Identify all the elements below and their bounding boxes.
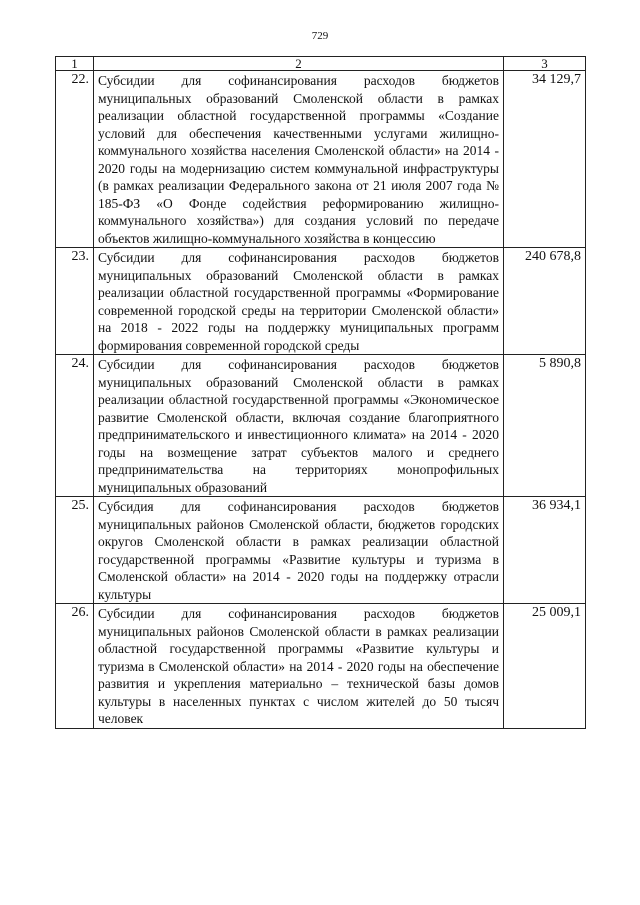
table-row (56, 71, 586, 248)
row-number: 26. (56, 604, 94, 729)
row-amount: 34 129,7 (504, 71, 586, 248)
row-amount: 36 934,1 (504, 497, 586, 604)
table-header-row (56, 57, 586, 71)
row-description: Субсидия для софинансирования расходов бюджетов муниципальных районов Смоленской области, бюджетов городских округов Смоленской области в рамках реализации областной государственной программы «Развитие культуры и туризма в Смоленской области» на 2014 - 2020 годы на поддержку отрасли культуры (94, 497, 504, 604)
row-number: 24. (56, 355, 94, 497)
row-number: 22. (56, 71, 94, 248)
subsidy-table (55, 56, 586, 729)
row-amount: 25 009,1 (504, 604, 586, 729)
table-row (56, 355, 586, 497)
row-number: 23. (56, 248, 94, 355)
row-description: Субсидии для софинансирования расходов бюджетов муниципальных образований Смоленской области в рамках реализации областной государственной программы «Создание условий для обеспечения качественными услугами жилищно-коммунального хозяйства населения Смоленской области» на 2014 - 2020 годы на модернизацию систем коммунальной инфраструктуры (в рамках реализации Федерального закона от 21 июля 2007 года № 185-ФЗ «О Фонде содействия реформированию жилищно-коммунального хозяйства») для создания условий по передаче объектов жилищно-коммунального хозяйства в концессию (94, 71, 504, 248)
page-number: 729 (311, 30, 329, 42)
row-description: Субсидии для софинансирования расходов бюджетов муниципальных образований Смоленской области в рамках реализации областной государственной программы «Экономическое развитие Смоленской области, включая создание благоприятного предпринимательского и инвестиционного климата» на 2014 - 2020 годы на возмещение затрат субъектов малого и среднего предпринимательства на территориях монопрофильных муниципальных образований (94, 355, 504, 497)
table-row (56, 604, 586, 729)
table-row (56, 497, 586, 604)
column-header-1: 1 (56, 57, 94, 71)
row-number: 25. (56, 497, 94, 604)
table-row (56, 248, 586, 355)
row-description: Субсидии для софинансирования расходов бюджетов муниципальных районов Смоленской области в рамках реализации областной государственной программы «Развитие культуры и туризма в Смоленской области» на 2014 - 2020 годы на обеспечение развития и укрепления материально – технической базы домов культуры в населенных пунктах с числом жителей до 50 тысяч человек (94, 604, 504, 729)
row-description: Субсидии для софинансирования расходов бюджетов муниципальных образований Смоленской области в рамках реализации областной государственной программы «Формирование современной городской среды на территории Смоленской области» на 2018 - 2022 годы на поддержку муниципальных программ формирования современной городской среды (94, 248, 504, 355)
column-header-2: 2 (94, 57, 504, 71)
column-header-3: 3 (504, 57, 586, 71)
row-amount: 240 678,8 (504, 248, 586, 355)
row-amount: 5 890,8 (504, 355, 586, 497)
